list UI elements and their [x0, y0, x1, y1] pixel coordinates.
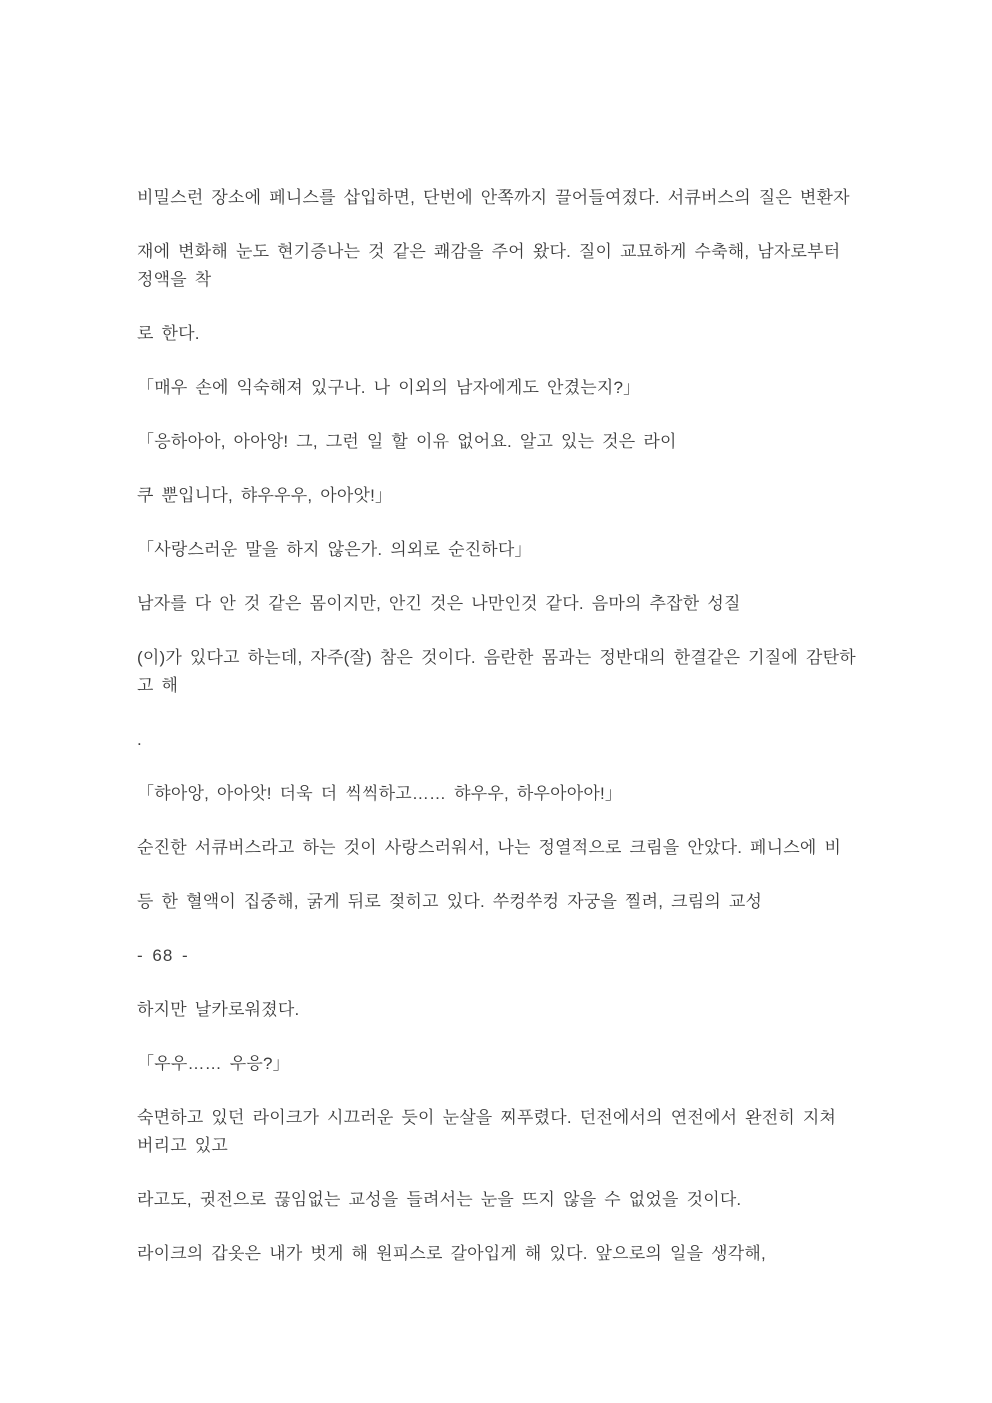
paragraph — [137, 590, 874, 618]
paragraph — [137, 644, 874, 700]
paragraph — [137, 482, 874, 510]
text-line: - 68 - — [137, 946, 189, 965]
paragraph — [137, 834, 874, 862]
text-line: 순진한 서큐버스라고 하는 것이 사랑스러워서, 나는 정열적으로 크림을 안았다. 페니스에 비 — [137, 838, 842, 857]
text-line: 「사랑스러운 말을 하지 않은가. 의외로 순진하다」 — [137, 540, 532, 559]
paragraph — [137, 238, 874, 294]
text-line: 남자를 다 안 것 같은 몸이지만, 안긴 것은 나만인것 같다. 음마의 추잡한 성질 — [137, 594, 741, 613]
paragraph — [137, 1240, 874, 1268]
text-line: 정액을 착 — [137, 270, 212, 289]
text-line: 고 해 — [137, 676, 179, 695]
text-line: 비밀스런 장소에 페니스를 삽입하면, 단번에 안쪽까지 끌어들여졌다. 서큐버스의 질은 변환자 — [137, 188, 850, 207]
text-line: 라고도, 귓전으로 끊임없는 교성을 들려서는 눈을 뜨지 않을 수 없었을 것이다. — [137, 1190, 742, 1209]
text-line: 버리고 있고 — [137, 1136, 229, 1155]
text-line: 라이크의 갑옷은 내가 벗게 해 원피스로 갈아입게 해 있다. 앞으로의 일을 생각해, — [137, 1244, 766, 1263]
paragraph — [137, 1050, 874, 1078]
text-line: 쿠 뿐입니다, 햐우우우, 아아앗!」 — [137, 486, 393, 505]
paragraph — [137, 1104, 874, 1160]
text-line: 등 한 혈액이 집중해, 굵게 뒤로 젖히고 있다. 쑤컹쑤컹 자궁을 찔려, 크림의 교성 — [137, 892, 763, 911]
paragraph — [137, 780, 874, 808]
paragraph — [137, 996, 874, 1024]
text-content — [137, 184, 874, 1268]
text-line: (이)가 있다고 하는데, 자주(잘) 참은 것이다. 음란한 몸과는 정반대의 한결같은 기질에 감탄하 — [137, 648, 856, 667]
text-line: 하지만 날카로워졌다. — [137, 1000, 300, 1019]
text-line: . — [137, 730, 142, 749]
paragraph — [137, 1186, 874, 1214]
paragraph — [137, 374, 874, 402]
text-line: 재에 변화해 눈도 현기증나는 것 같은 쾌감을 주어 왔다. 질이 교묘하게 수축해, 남자로부터 — [137, 242, 841, 261]
text-line: 「우우…… 우응?」 — [137, 1054, 290, 1073]
paragraph — [137, 726, 874, 754]
page-number — [137, 942, 874, 970]
paragraph — [137, 184, 874, 212]
paragraph — [137, 888, 874, 916]
text-line: 로 한다. — [137, 324, 200, 343]
text-line: 「햐아앙, 아아앗! 더욱 더 씩씩하고…… 햐우우, 하우아아아!」 — [137, 784, 623, 803]
paragraph — [137, 428, 874, 456]
text-line: 「응하아아, 아아앙! 그, 그런 일 할 이유 없어요. 알고 있는 것은 라이 — [137, 432, 677, 451]
text-line: 「매우 손에 익숙해져 있구나. 나 이외의 남자에게도 안겼는지?」 — [137, 378, 641, 397]
paragraph — [137, 536, 874, 564]
paragraph — [137, 320, 874, 348]
text-line: 숙면하고 있던 라이크가 시끄러운 듯이 눈살을 찌푸렸다. 던전에서의 연전에서 완전히 지쳐 — [137, 1108, 837, 1127]
